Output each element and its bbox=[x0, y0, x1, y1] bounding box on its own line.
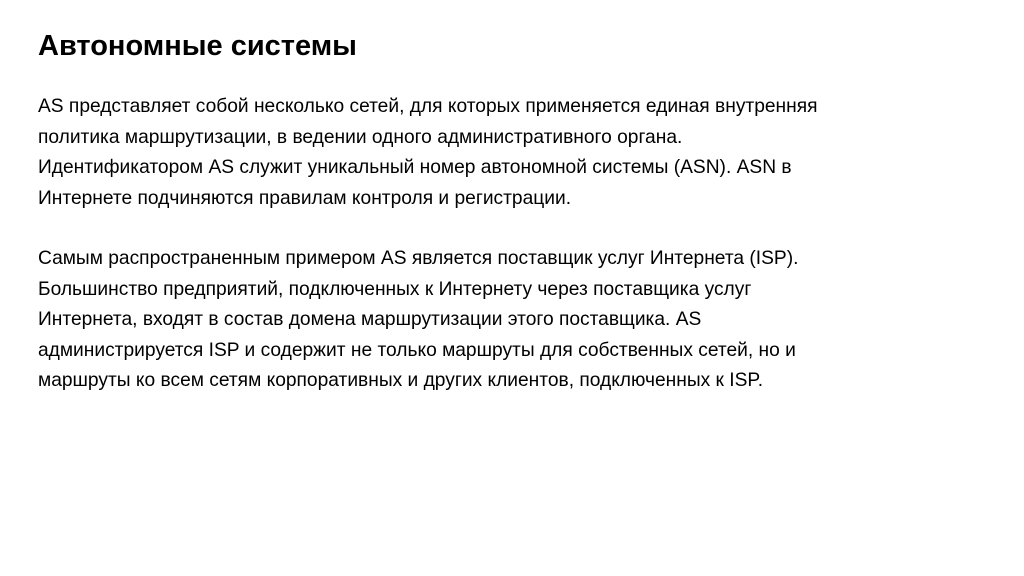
slide-body bbox=[38, 92, 988, 397]
paragraph-line: Идентификатором AS служит уникальный номер автономной системы (ASN). ASN в bbox=[38, 157, 792, 178]
paragraph-line: маршруты ко всем сетям корпоративных и других клиентов, подключенных к ISP. bbox=[38, 370, 764, 391]
paragraph-line: Интернета, входят в состав домена маршрутизации этого поставщика. AS bbox=[38, 309, 702, 330]
slide-title: Автономные системы bbox=[38, 30, 357, 62]
paragraph-line: Самым распространенным примером AS является поставщик услуг Интернета (ISP). bbox=[38, 248, 799, 269]
paragraph-1 bbox=[38, 92, 988, 214]
paragraph-line: администрируется ISP и содержит не только маршруты для собственных сетей, но и bbox=[38, 339, 796, 361]
paragraph-line: политика маршрутизации, в ведении одного административного органа. bbox=[38, 126, 683, 148]
paragraph-line: Большинство предприятий, подключенных к Интернету через поставщика услуг bbox=[38, 278, 752, 300]
paragraph-2 bbox=[38, 244, 988, 397]
paragraph-line: Интернете подчиняются правилам контроля и регистрации. bbox=[38, 187, 572, 209]
paragraph-line: AS представляет собой несколько сетей, для которых применяется единая внутренняя bbox=[38, 96, 818, 117]
